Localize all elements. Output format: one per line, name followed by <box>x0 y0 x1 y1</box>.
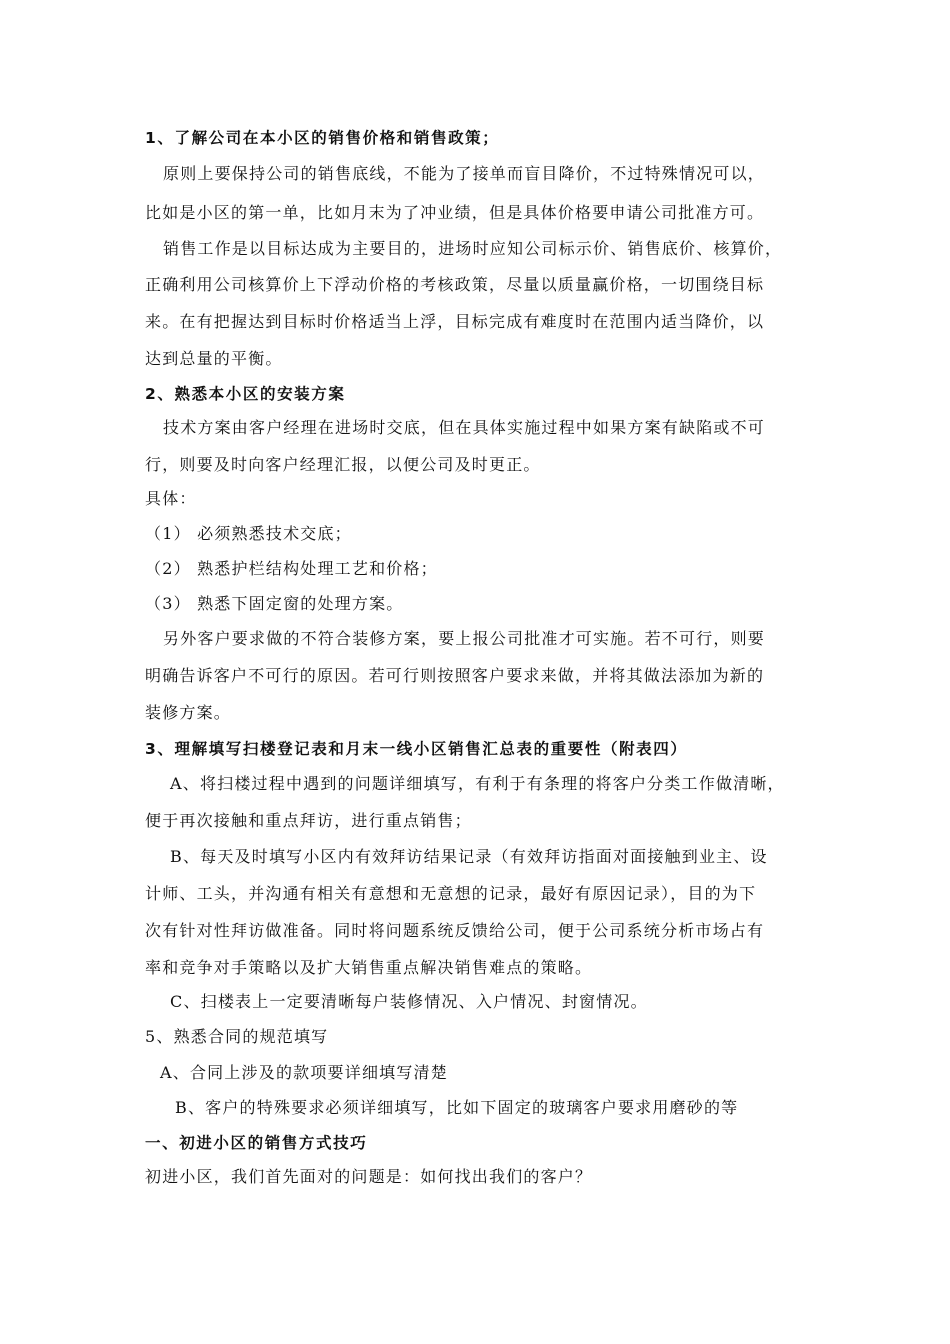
section2-para2-line1: 另外客户要求做的不符合装修方案，要上报公司批准才可实施。若不可行，则要 <box>163 629 766 648</box>
section5-item-a: A、合同上涉及的款项要详细填写清楚 <box>160 1063 448 1082</box>
section2-para2-line3: 装修方案。 <box>145 703 232 722</box>
section2-detail-label: 具体： <box>145 489 197 508</box>
section3-c-line1: C、扫楼表上一定要清晰每户装修情况、入户情况、封窗情况。 <box>170 992 648 1011</box>
section3-b-line2: 计师、工头，并沟通有相关有意想和无意想的记录，最好有原因记录），目的为下 <box>145 884 757 903</box>
section1-para1-line2: 比如是小区的第一单，比如月末为了冲业绩，但是具体价格要申请公司批准方可。 <box>145 203 765 222</box>
section5-heading: 5、熟悉合同的规范填写 <box>145 1027 329 1046</box>
section3-b-line1: B、每天及时填写小区内有效拜访结果记录（有效拜访指面对面接触到业主、设 <box>170 847 768 866</box>
section5-item-b: B、客户的特殊要求必须详细填写，比如下固定的玻璃客户要求用磨砂的等 <box>175 1098 739 1117</box>
section2-para2-line2: 明确告诉客户不可行的原因。若可行则按照客户要求来做，并将其做法添加为新的 <box>145 666 765 685</box>
section2-item3: （3） 熟悉下固定窗的处理方案。 <box>145 594 404 613</box>
part1-para1: 初进小区，我们首先面对的问题是：如何找出我们的客户？ <box>145 1167 593 1186</box>
section1-para2-line4: 达到总量的平衡。 <box>145 349 283 368</box>
section1-para2-line3: 来。在有把握达到目标时价格适当上浮，目标完成有难度时在范围内适当降价，以 <box>145 312 765 331</box>
section1-para2-line1: 销售工作是以目标达成为主要目的，进场时应知公司标示价、销售底价、核算价， <box>163 239 783 258</box>
section3-heading: 3、理解填写扫楼登记表和月末一线小区销售汇总表的重要性（附表四） <box>145 740 688 758</box>
section3-a-line2: 便于再次接触和重点拜访，进行重点销售； <box>145 811 472 830</box>
section2-para1-line1: 技术方案由客户经理在进场时交底，但在具体实施过程中如果方案有缺陷或不可 <box>163 418 766 437</box>
section1-para1-line1: 原则上要保持公司的销售底线，不能为了接单而盲目降价，不过特殊情况可以， <box>163 164 766 183</box>
section1-para2-line2: 正确利用公司核算价上下浮动价格的考核政策，尽量以质量赢价格，一切围绕目标 <box>145 275 765 294</box>
section3-b-line4: 率和竞争对手策略以及扩大销售重点解决销售难点的策略。 <box>145 958 593 977</box>
section3-b-line3: 次有针对性拜访做准备。同时将问题系统反馈给公司，便于公司系统分析市场占有 <box>145 921 765 940</box>
part1-heading: 一、初进小区的销售方式技巧 <box>145 1134 368 1152</box>
section3-a-line1: A、将扫楼过程中遇到的问题详细填写，有利于有条理的将客户分类工作做清晰， <box>170 774 785 793</box>
section2-item1: （1） 必须熟悉技术交底； <box>145 524 352 543</box>
section2-para1-line2: 行，则要及时向客户经理汇报，以便公司及时更正。 <box>145 455 541 474</box>
section2-heading: 2、熟悉本小区的安装方案 <box>145 385 346 403</box>
section2-item2: （2） 熟悉护栏结构处理工艺和价格； <box>145 559 438 578</box>
section1-heading: 1、了解公司在本小区的销售价格和销售政策； <box>145 129 500 147</box>
